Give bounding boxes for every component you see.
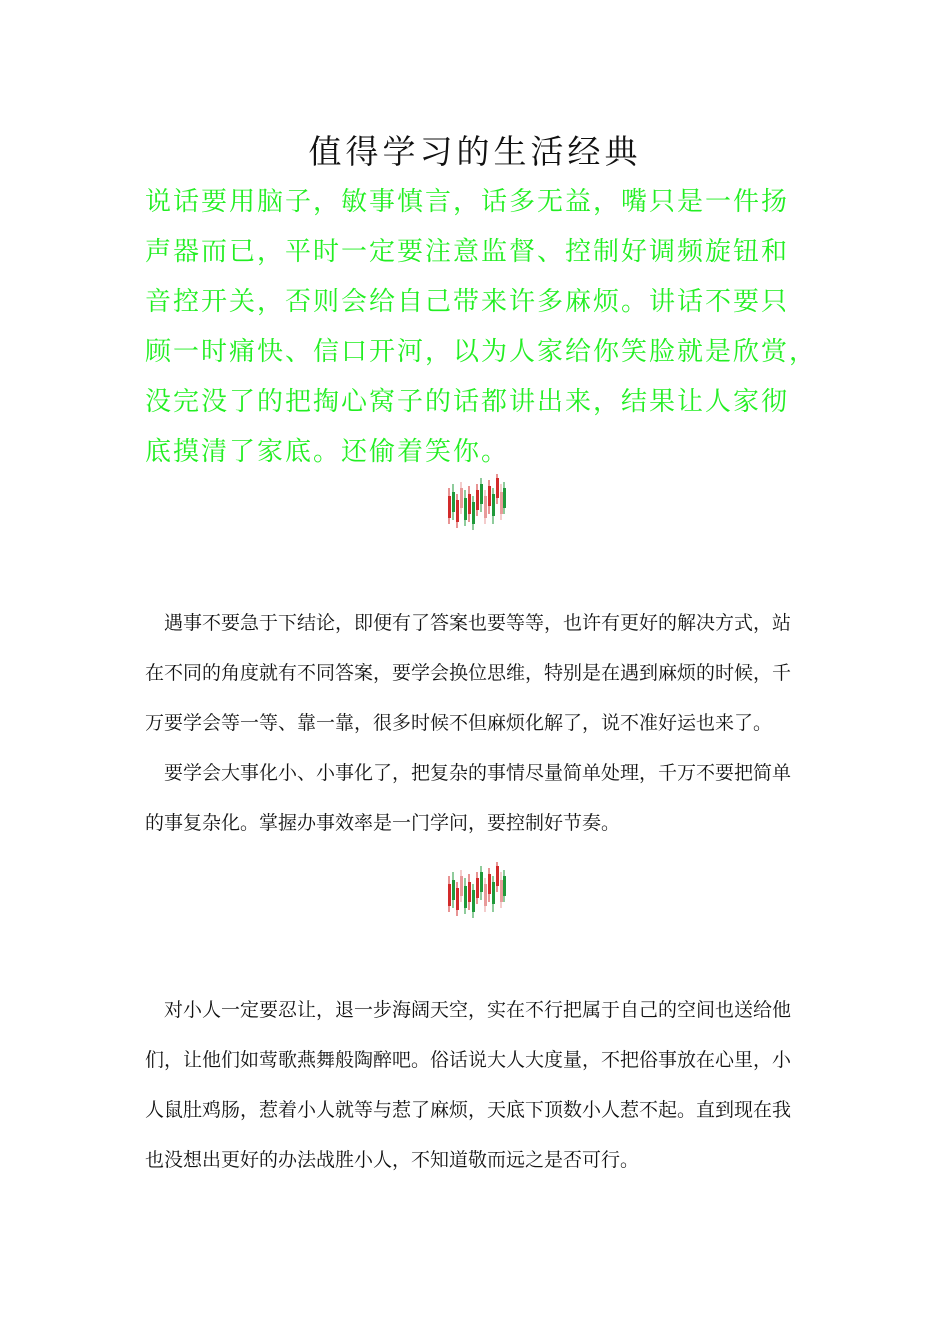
candle-body [500,880,503,902]
page-title: 值得学习的生活经典 [308,132,642,171]
candle-body [452,492,455,512]
paragraph-section-3 [145,985,815,1185]
candle-body [480,872,483,892]
candle-body [452,880,455,900]
candle-body [468,882,471,902]
candle-body [460,876,463,896]
body-line: 也没想出更好的办法战胜小人，不知道敬而远之是否可行。 [145,1149,640,1171]
candle-body [476,878,479,898]
candle-body [488,486,491,506]
candle-body [492,494,495,516]
candle-body [448,496,451,518]
candle-body [476,490,479,510]
candle-body [468,494,471,514]
body-line: 人鼠肚鸡肠，惹着小人就等与惹了麻烦，天底下顶数小人惹不起。直到现在我 [145,1099,792,1121]
green-line: 声器而已，平时一定要注意监督、控制好调频旋钮和 [145,237,790,267]
candle-body [480,484,483,504]
candle-body [503,876,506,896]
candlestick-decoration-1 [446,474,506,532]
candle-body [456,888,459,910]
green-line: 底摸清了家底。还偷着笑你。 [145,437,510,467]
candle-body [464,498,467,520]
body-line: 在不同的角度就有不同答案，要学会换位思维，特别是在遇到麻烦的时候，千 [145,662,792,684]
candle-body [484,496,487,518]
body-line: 万要学会等一等、靠一靠，很多时候不但麻烦化解了，说不准好运也来了。 [145,712,773,734]
body-line: 们，让他们如莺歌燕舞般陶醉吧。俗话说大人大度量，不把俗事放在心里，小 [145,1049,792,1071]
candle-body [503,488,506,508]
candle-body [488,874,491,894]
candle-body [496,478,499,498]
green-line: 顾一时痛快、信口开河，以为人家给你笑脸就是欣赏， [145,337,818,367]
candle-body [500,492,503,514]
candle-body [448,884,451,906]
candle-body [460,488,463,508]
candle-body [492,882,495,904]
paragraph-section-2 [145,598,815,848]
candle-body [484,884,487,906]
candle-body [456,500,459,522]
candle-body [472,502,475,524]
body-line: 的事复杂化。掌握办事效率是一门学问，要控制好节奏。 [145,812,621,834]
green-paragraph [145,177,818,477]
green-line: 没完没了的把掏心窝子的话都讲出来，结果让人家彻 [145,387,790,417]
body-line: 对小人一定要忍让，退一步海阔天空，实在不行把属于自己的空间也送给他 [145,999,792,1021]
candlestick-decoration-2 [446,862,506,920]
body-line: 要学会大事化小、小事化了，把复杂的事情尽量简单处理，千万不要把简单 [145,762,792,784]
candle-body [472,890,475,912]
green-line: 说话要用脑子，敏事慎言，话多无益，嘴只是一件扬 [145,187,790,217]
candle-body [464,886,467,908]
body-line: 遇事不要急于下结论，即便有了答案也要等等，也许有更好的解决方式，站 [145,612,792,634]
green-line: 音控开关，否则会给自己带来许多麻烦。讲话不要只 [145,287,790,317]
candle-body [496,866,499,886]
